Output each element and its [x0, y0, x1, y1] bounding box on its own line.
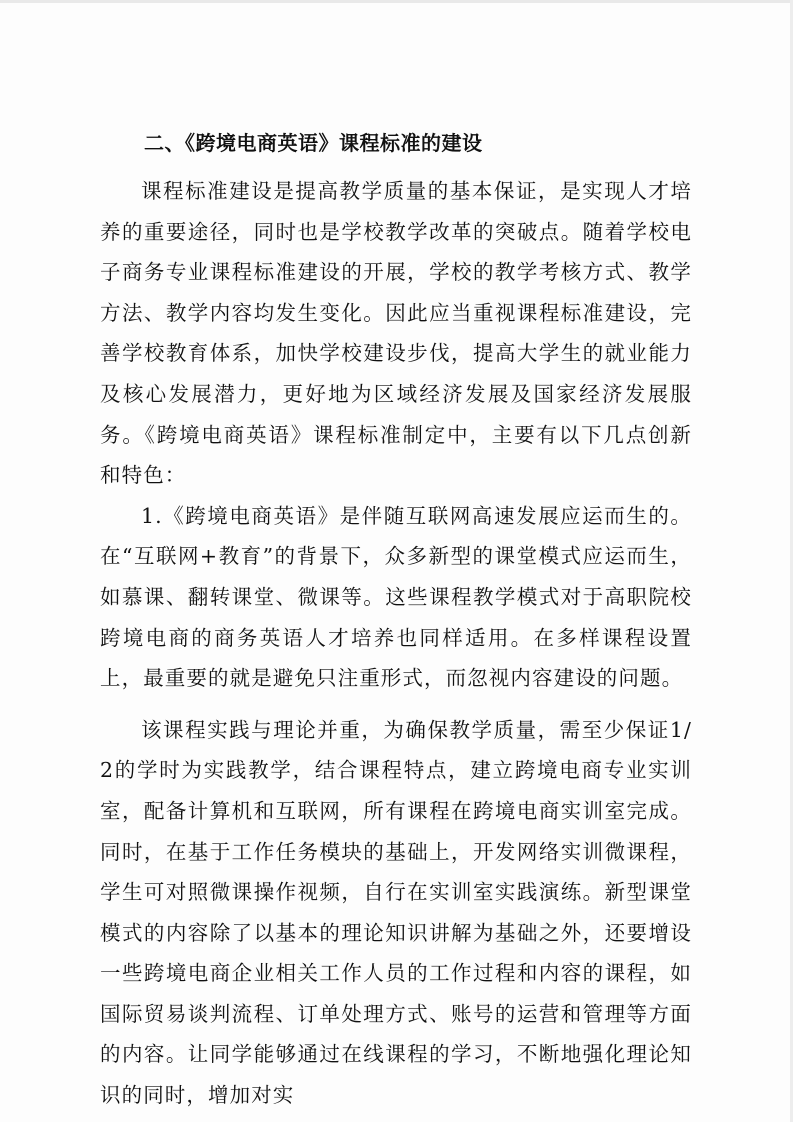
- paragraph-intro: 课程标准建设是提高教学质量的基本保证，是实现人才培养的重要途径，同时也是学校教学改革的突破点。随着学校电子商务专业课程标准建设的开展，学校的教学考核方式、教学方法、教学内容均发生变化。因此应当重视课程标准建设，完善学校教育体系，加快学校建设步伐，提高大学生的就业能力及核心发展潜力，更好地为区域经济发展及国家经济发展服务。《跨境电商英语》课程标准制定中，主要有以下几点创新和特色：: [100, 179, 692, 488]
- paragraph-point-1: 1.《跨境电商英语》是伴随互联网高速发展应运而生的。在“互联网+教育”的背景下，众多新型的课堂模式应运而生，如慕课、翻转课堂、微课等。这些课程教学模式对于高职院校跨境电商的商务英语人才培养也同样适用。在多样课程设置上，最重要的就是避免只注重形式，而忽视内容建设的问题。: [100, 503, 692, 691]
- document-body: [100, 125, 692, 1116]
- paragraph-practice: 该课程实践与理论并重，为确保教学质量，需至少保证1/2的学时为实践教学，结合课程特点，建立跨境电商专业实训室，配备计算机和互联网，所有课程在跨境电商实训室完成。同时，在基于工作任务模块的基础上，开发网络实训微课程，学生可对照微课操作视频，自行在实训室实践演练。新型课堂模式的内容除了以基本的理论知识讲解为基础之外，还要增设一些跨境电商企业相关工作人员的工作过程和内容的课程，如国际贸易谈判流程、订单处理方式、账号的运营和管理等方面的内容。让同学能够通过在线课程的学习，不断地强化理论知识的同时，增加对实: [100, 717, 692, 1108]
- section-heading: 二、《跨境电商英语》课程标准的建设: [144, 131, 483, 155]
- scan-edge-top: [0, 0, 793, 3]
